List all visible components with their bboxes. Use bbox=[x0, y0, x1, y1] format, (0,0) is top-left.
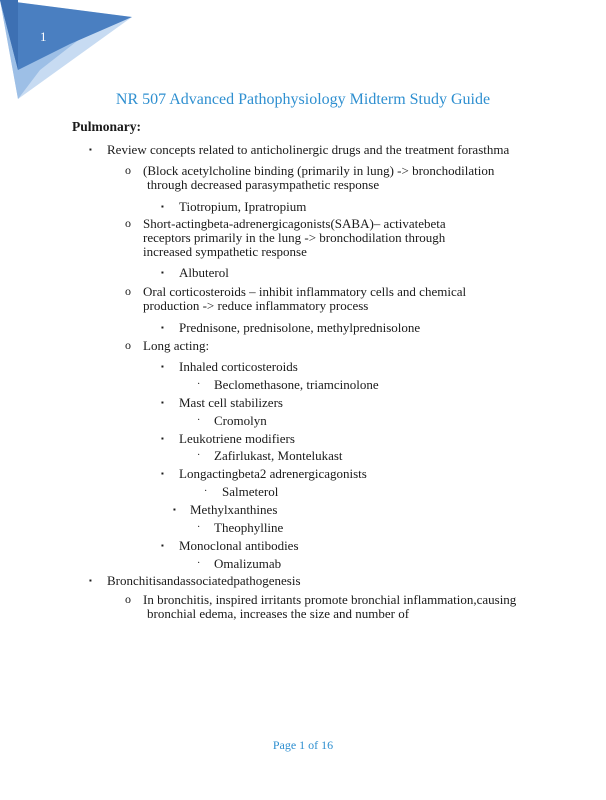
list-item: Salmeterol bbox=[222, 484, 279, 499]
square-bullet: ▪ bbox=[161, 362, 164, 371]
list-item: Monoclonal antibodies bbox=[179, 538, 299, 553]
list-item: Omalizumab bbox=[214, 556, 282, 571]
list-item: Bronchitisandassociatedpathogenesis bbox=[107, 573, 301, 588]
dot-bullet: · bbox=[197, 415, 201, 426]
list-item: Albuterol bbox=[179, 265, 229, 280]
list-item: Tiotropium, Ipratropium bbox=[179, 199, 307, 214]
dot-bullet: · bbox=[204, 486, 208, 497]
list-item: Inhaled corticosteroids bbox=[179, 359, 298, 374]
list-item: (Block acetylcholine binding (primarily in lung) -> bronchodilation bbox=[143, 163, 495, 178]
list-item-continued: through decreased parasympathetic response bbox=[147, 177, 380, 192]
list-item: Mast cell stabilizers bbox=[179, 395, 283, 410]
dot-bullet: · bbox=[197, 450, 201, 461]
page-footer: Page 1 of 16 bbox=[272, 738, 334, 752]
corner-page-number: 1 bbox=[40, 29, 47, 44]
dot-bullet: · bbox=[197, 522, 201, 533]
list-item: Review concepts related to anticholinergic drugs and the treatment forasthma bbox=[107, 142, 510, 157]
list-item: Cromolyn bbox=[214, 413, 267, 428]
circle-bullet: o bbox=[125, 592, 131, 606]
document-title: NR 507 Advanced Pathophysiology Midterm Study Guide bbox=[115, 91, 491, 108]
square-bullet: ▪ bbox=[161, 434, 164, 443]
section-heading: Pulmonary: bbox=[72, 119, 141, 134]
list-item: Zafirlukast, Montelukast bbox=[214, 448, 343, 463]
circle-bullet: o bbox=[125, 216, 131, 230]
square-bullet: ▪ bbox=[161, 398, 164, 407]
list-item: Prednisone, prednisolone, methylprednisolone bbox=[179, 320, 421, 335]
square-bullet: ▪ bbox=[89, 576, 92, 585]
list-item-continued: production -> reduce inflammatory process bbox=[143, 298, 369, 313]
circle-bullet: o bbox=[125, 284, 131, 298]
circle-bullet: o bbox=[125, 338, 131, 352]
list-item: Beclomethasone, triamcinolone bbox=[214, 377, 379, 392]
list-item: Longactingbeta2 adrenergicagonists bbox=[179, 466, 367, 481]
list-item: Oral corticosteroids – inhibit inflammatory cells and chemical bbox=[143, 284, 467, 299]
square-bullet: ▪ bbox=[161, 268, 164, 277]
list-item: Long acting: bbox=[143, 338, 210, 353]
square-bullet: ▪ bbox=[161, 323, 164, 332]
dot-bullet: · bbox=[197, 558, 201, 569]
list-item: Leukotriene modifiers bbox=[179, 431, 295, 446]
square-bullet: ▪ bbox=[89, 145, 92, 154]
list-item: Methylxanthines bbox=[190, 502, 278, 517]
dot-bullet: · bbox=[197, 379, 201, 390]
list-item-continued: receptors primarily in the lung -> bronchodilation through bbox=[143, 230, 446, 245]
square-bullet: ▪ bbox=[161, 469, 164, 478]
list-item: Theophylline bbox=[214, 520, 284, 535]
list-item-continued: bronchial edema, increases the size and number of bbox=[147, 606, 410, 621]
list-item-continued: increased sympathetic response bbox=[143, 244, 307, 259]
list-item: Short-actingbeta-adrenergicagonists(SABA)– activatebeta bbox=[143, 216, 446, 231]
square-bullet: ▪ bbox=[173, 505, 176, 514]
square-bullet: ▪ bbox=[161, 202, 164, 211]
square-bullet: ▪ bbox=[161, 541, 164, 550]
circle-bullet: o bbox=[125, 163, 131, 177]
list-item: In bronchitis, inspired irritants promote bronchial inflammation,causing bbox=[143, 592, 517, 607]
